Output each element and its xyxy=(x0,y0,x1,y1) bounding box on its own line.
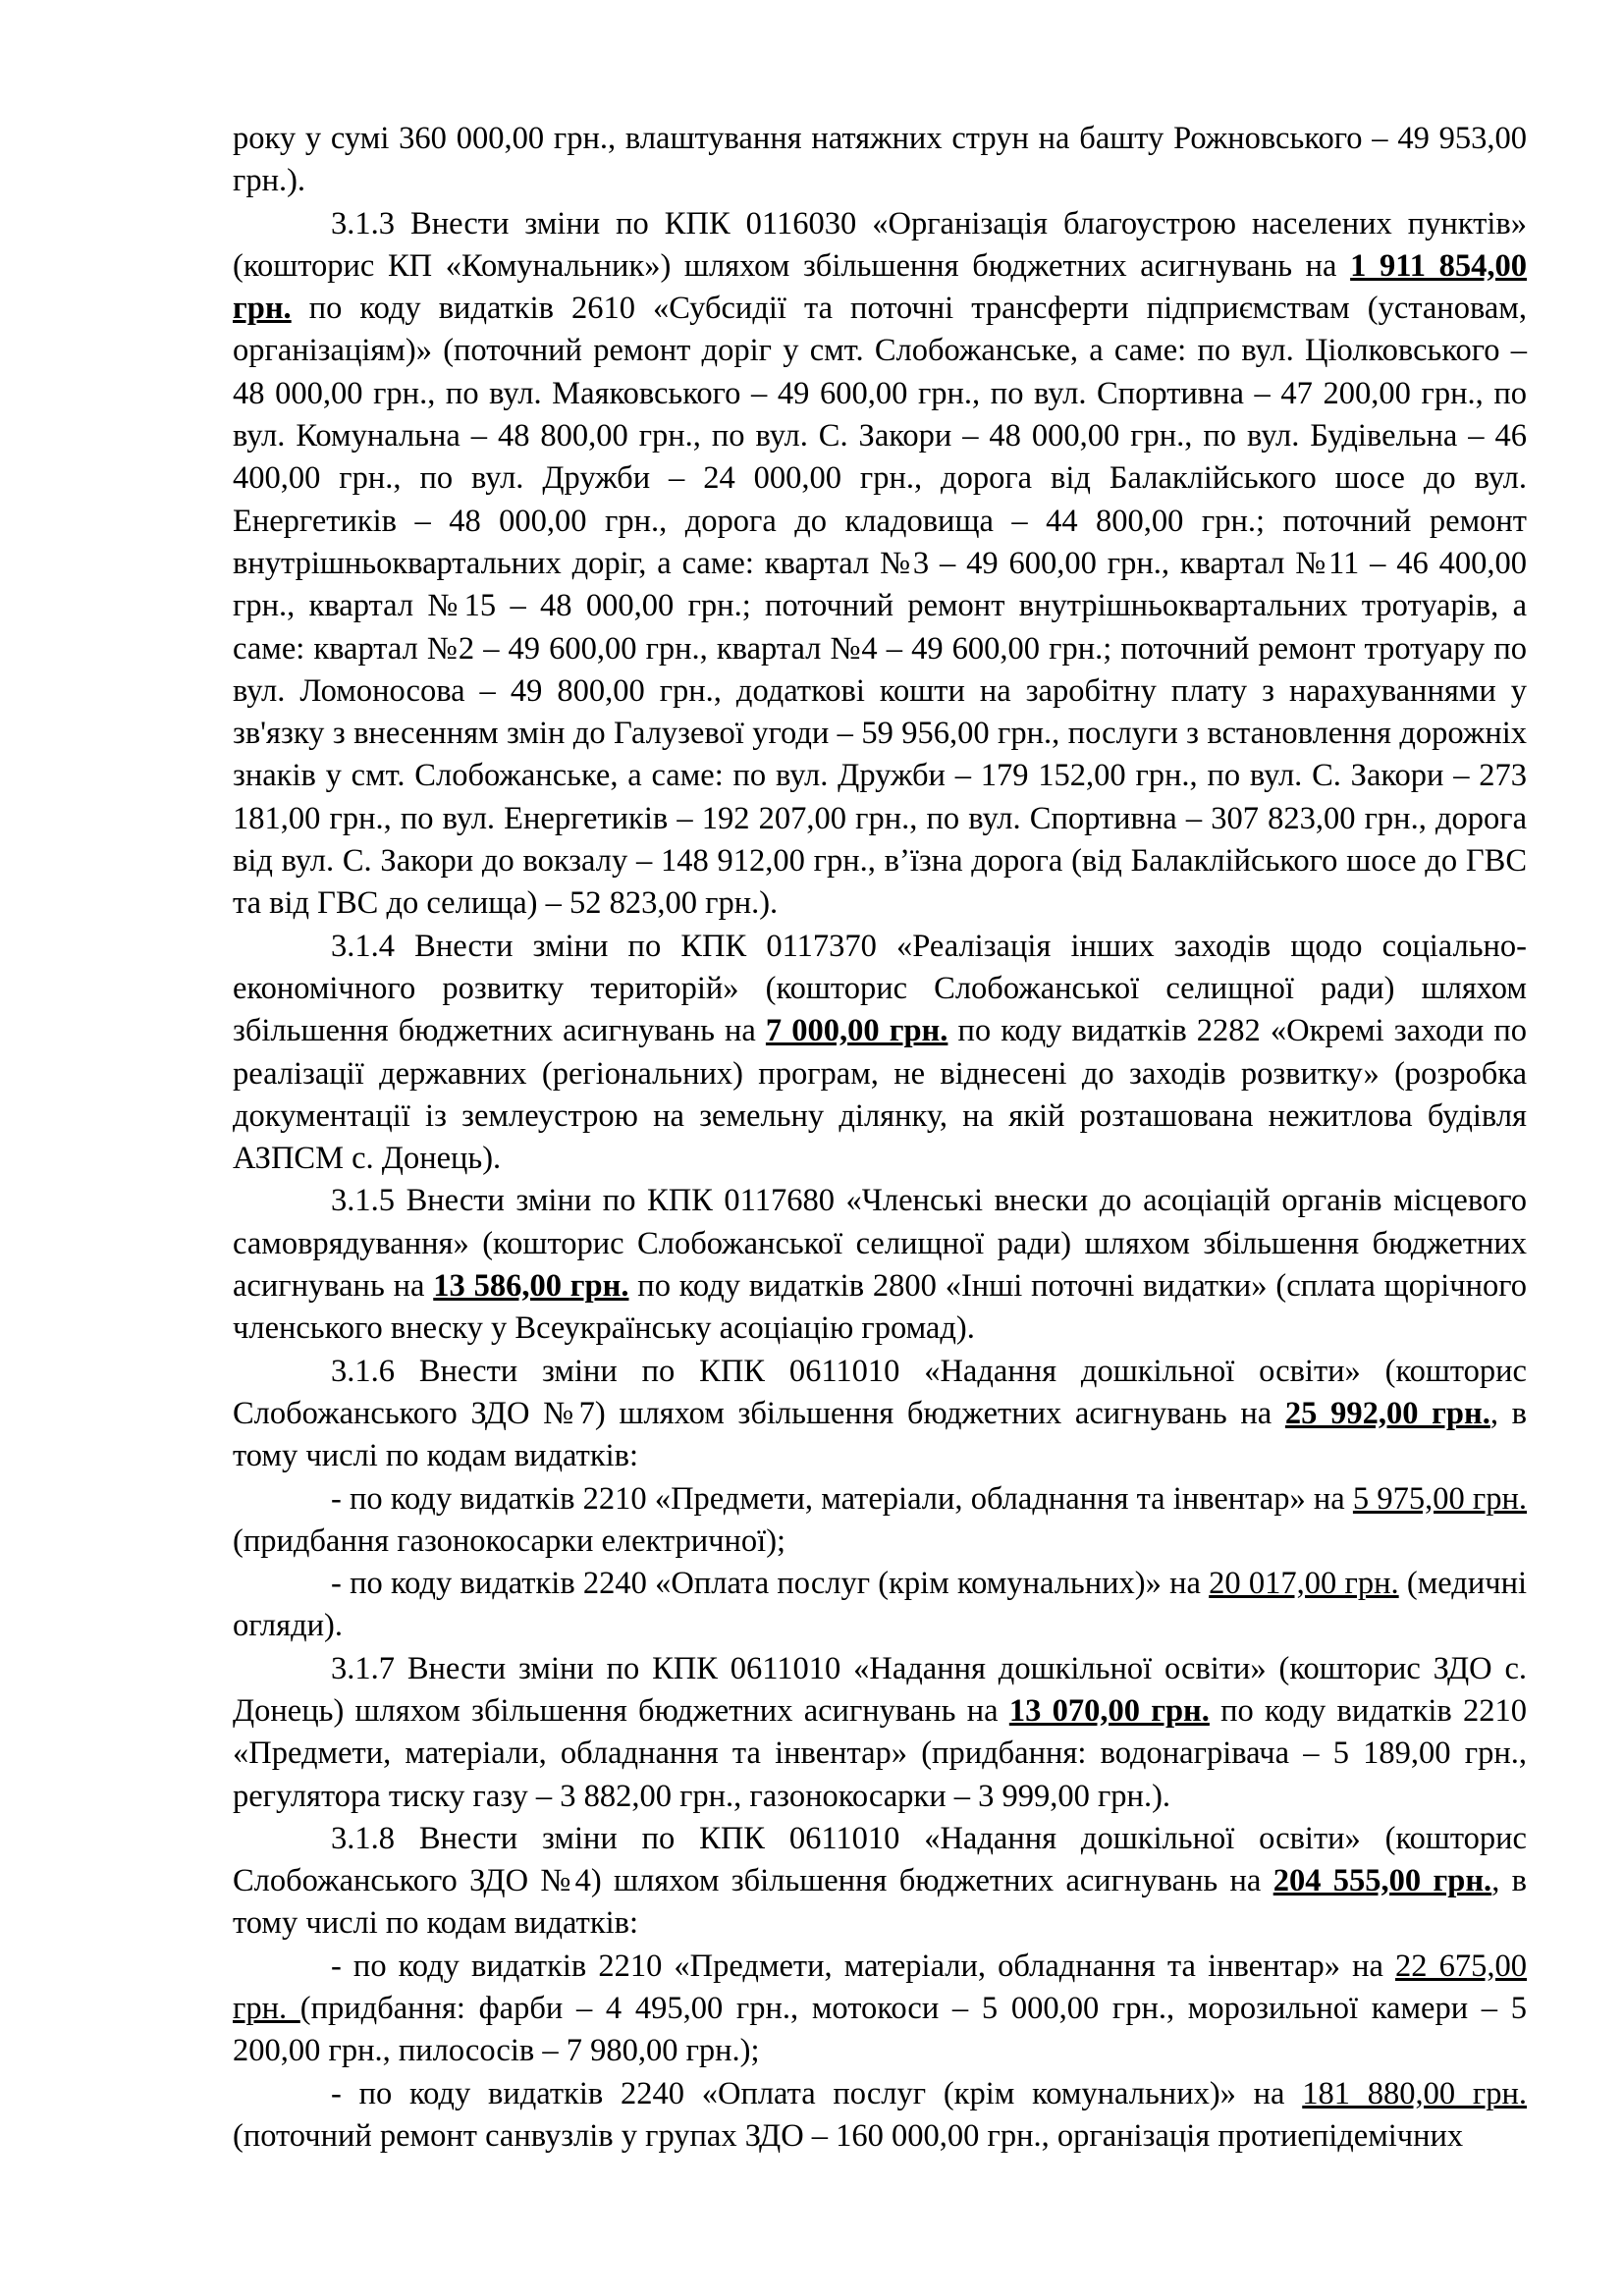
paragraph-3-1-6 xyxy=(233,1351,1527,1478)
paragraph-text: 3.1.5 Внести зміни по КПК 0117680 «Членські внески до асоціацій органів місцевого самоврядування» (кошторис Слобожанської селищної ради) шляхом збільшення бюджетних асигнувань на xyxy=(233,1183,1527,1305)
paragraph-text: (медичні огляди). xyxy=(233,1566,1527,1644)
paragraph-text: 3.1.3 Внести зміни по КПК 0116030 «Організація благоустрою населених пунктів» (кошторис КП «Комунальник») шляхом збільшення бюджетних асигнувань на xyxy=(233,205,1527,284)
paragraph-text: 3.1.4 Внести зміни по КПК 0117370 «Реалізація інших заходів щодо соціально-економічного розвитку територій» (кошторис Слобожанської селищної ради) шляхом збільшення бюджетних асигнувань на xyxy=(233,928,1527,1049)
amount-item: 20 017,00 грн. xyxy=(1209,1566,1399,1602)
paragraph-3-1-7 xyxy=(233,1648,1527,1818)
paragraph-text: по коду видатків 2210 «Предмети, матеріали, обладнання та інвентар» (придбання: водонагрівача – 5 189,00 грн., регулятора тиску газу – 3 882,00 грн., газонокосарки – 3 999,00 грн.). xyxy=(233,1692,1528,1814)
list-item-2210 xyxy=(233,1478,1527,1564)
amount-item: 22 675,00 грн. xyxy=(233,1948,1527,2027)
amount-total: 13 586,00 грн. xyxy=(433,1268,629,1305)
paragraph-text: - по коду видатків 2240 «Оплата послуг (крім комунальних)» на xyxy=(331,1566,1210,1602)
amount-item: 181 880,00 грн. xyxy=(1302,2075,1527,2111)
amount-total: 7 000,00 грн. xyxy=(765,1013,948,1049)
paragraph-text: по коду видатків 2800 «Інші поточні видатки» (сплата щорічного членського внеску у Всеукраїнську асоціацію громад). xyxy=(233,1268,1527,1347)
paragraph-text: (поточний ремонт санвузлів у групах ЗДО – 160 000,00 грн., організація протиепідемічних xyxy=(233,2117,1464,2154)
amount-total: 25 992,00 грн. xyxy=(1284,1395,1490,1431)
amount-total: 1 911 854,00 грн. xyxy=(233,247,1527,327)
paragraph-text: - по коду видатків 2240 «Оплата послуг (крім комунальних)» на xyxy=(331,2075,1303,2111)
list-item-2210 xyxy=(233,1946,1527,2073)
paragraph-continuation xyxy=(233,118,1527,203)
paragraph-text: року у сумі 360 000,00 грн., влаштування натяжних струн на башту Рожновського – 49 953,00 грн.). xyxy=(233,121,1527,199)
paragraph-3-1-4 xyxy=(233,926,1527,1181)
document-page xyxy=(233,118,1527,2158)
paragraph-text: (придбання газонокосарки електричної); xyxy=(233,1522,786,1559)
list-item-2240 xyxy=(233,2073,1527,2159)
paragraph-text: , в тому числі по кодам видатків: xyxy=(233,1395,1527,1474)
paragraph-text: по коду видатків 2610 «Субсидії та поточні трансферти підприємствам (установам, організаціям)» (поточний ремонт доріг у смт. Слобожанське, а саме: по вул. Ціолковського – 48 000,00 грн., по вул. Маяковського – 49 600,00 грн., по вул. Спортивна – 47 200,00 грн., по вул. Комунальна – 48 800,00 грн., по вул. С. Закори – 48 000,00 грн., по вул. Будівельна – 46 400,00 грн., по вул. Дружби – 24 000,00 грн., дорога від Балаклійського шосе до вул. Енергетиків – 48 000,00 грн., дорога до кладовища – 44 800,00 грн.; поточний ремонт внутрішньоквартальних доріг, а саме: квартал №3 – 49 600,00 грн., квартал №11 – 46 400,00 грн., квартал №15 – 48 000,00 грн.; поточний ремонт внутрішньоквартальних тротуарів, а саме: квартал №2 – 49 600,00 грн., квартал №4 – 49 600,00 грн.; поточний ремонт тротуару по вул. Ломоносова – 49 800,00 грн., додаткові кошти на заробітну плату з нарахуваннями у зв'язку з внесенням змін до Галузевої угоди – 59 956,00 грн., послуги з встановлення дорожніх знаків у смт. Слобожанське, а саме: по вул. Дружби – 179 152,00 грн., по вул. С. Закори – 273 181,00 грн., по вул. Енергетиків – 192 207,00 грн., по вул. Спортивна – 307 823,00 грн., дорога від вул. С. Закори до вокзалу – 148 912,00 грн., в’їзна дорога (від Балаклійського шосе до ГВС та від ГВС до селища) – 52 823,00 грн.). xyxy=(233,291,1527,922)
paragraph-3-1-5 xyxy=(233,1180,1527,1350)
amount-item: 5 975,00 грн. xyxy=(1352,1480,1527,1517)
amount-total: 204 555,00 грн. xyxy=(1272,1863,1492,1899)
paragraph-text: 3.1.7 Внести зміни по КПК 0611010 «Надання дошкільної освіти» (кошторис ЗДО с. Донець) шляхом збільшення бюджетних асигнувань на xyxy=(233,1650,1527,1729)
paragraph-text: 3.1.8 Внести зміни по КПК 0611010 «Надання дошкільної освіти» (кошторис Слобожанського ЗДО №4) шляхом збільшення бюджетних асигнувань на xyxy=(233,1820,1527,1899)
paragraph-text: 3.1.6 Внести зміни по КПК 0611010 «Надання дошкільної освіти» (кошторис Слобожанського ЗДО №7) шляхом збільшення бюджетних асигнувань на xyxy=(233,1353,1527,1431)
paragraph-3-1-3 xyxy=(233,203,1527,926)
paragraph-text: (придбання: фарби – 4 495,00 грн., мотокоси – 5 000,00 грн., морозильної камери – 5 200,00 грн., пилососів – 7 980,00 грн.); xyxy=(233,1991,1527,2069)
paragraph-text: - по коду видатків 2210 «Предмети, матеріали, обладнання та інвентар» на xyxy=(331,1480,1353,1517)
list-item-2240 xyxy=(233,1563,1527,1648)
paragraph-text: - по коду видатків 2210 «Предмети, матеріали, обладнання та інвентар» на xyxy=(331,1948,1396,1984)
paragraph-3-1-8 xyxy=(233,1818,1527,1946)
paragraph-text: по коду видатків 2282 «Окремі заходи по реалізації державних (регіональних) програм, не віднесені до заходів розвитку» (розробка документації із землеустрою на земельну ділянку, на якій розташована нежитлова будівля АЗПСМ с. Донець). xyxy=(233,1013,1527,1177)
paragraph-text: , в тому числі по кодам видатків: xyxy=(233,1863,1527,1942)
amount-total: 13 070,00 грн. xyxy=(1008,1692,1210,1729)
